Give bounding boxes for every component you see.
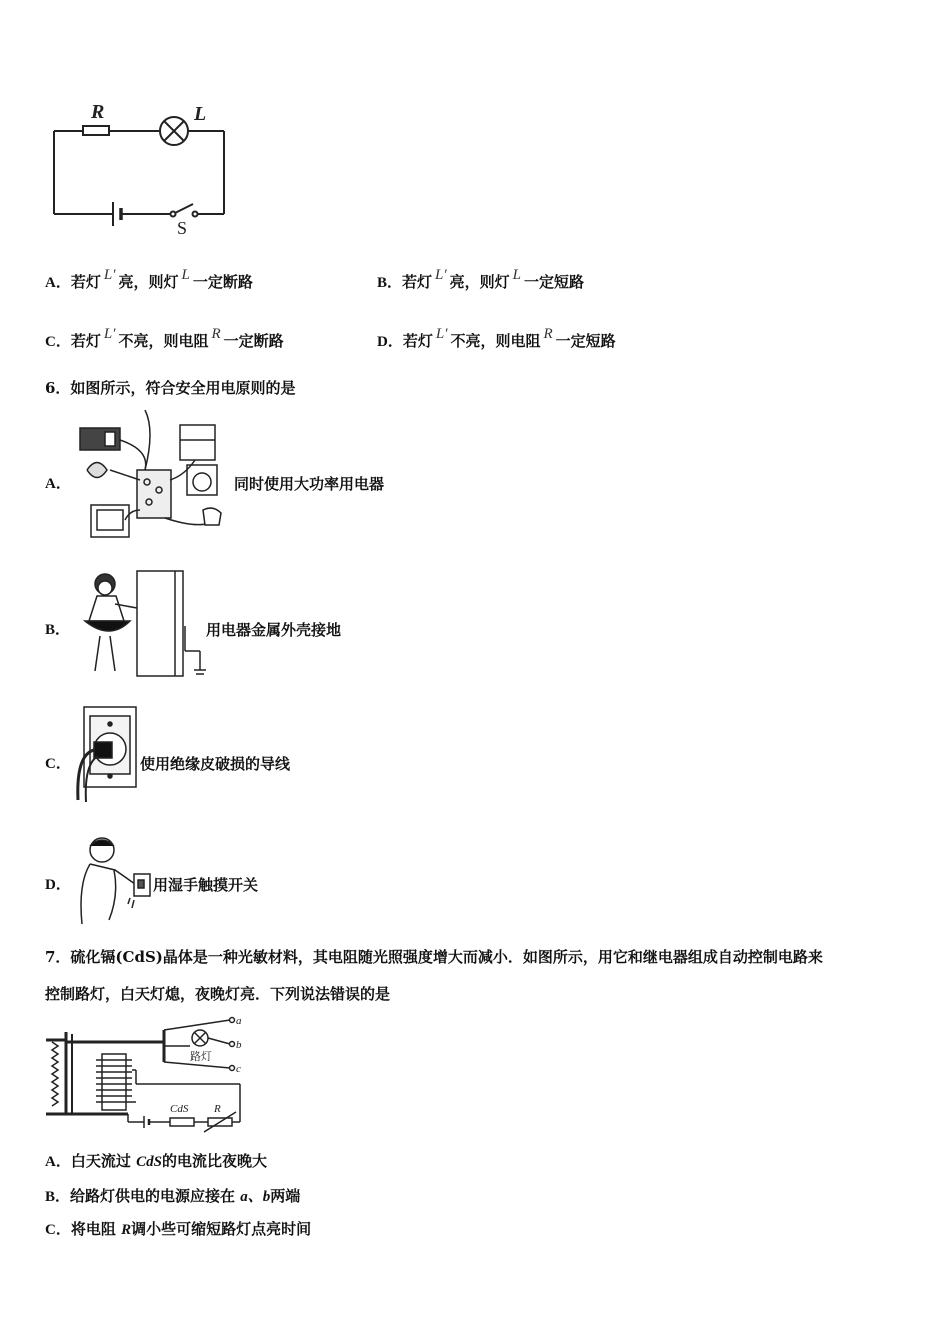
- q6-option-c-letter[interactable]: C．: [45, 756, 71, 772]
- q7-lamp-label: 路灯: [190, 1051, 212, 1063]
- q6-option-b-caption: 用电器金属外壳接地: [206, 621, 342, 639]
- q6-a-appliances-illustration: [75, 410, 235, 545]
- q6-option-a-letter[interactable]: A．: [45, 476, 71, 492]
- q6-stem: 6．如图所示，符合安全用电原则的是: [45, 379, 296, 397]
- q5-circuit-diagram: [45, 98, 245, 240]
- q7-r-label: R: [214, 1103, 221, 1115]
- q5-l-label: L: [194, 103, 207, 125]
- q7-stem-line-2: 控制路灯，白天灯熄，夜晚灯亮．下列说法错误的是: [45, 985, 391, 1003]
- q7-terminal-b: b: [236, 1039, 242, 1051]
- q6-b-grounding-illustration: [75, 566, 210, 681]
- q6-option-d-letter[interactable]: D．: [45, 877, 71, 893]
- q5-option-b[interactable]: B．若灯 L′ 亮，则灯 L 一定短路: [377, 267, 585, 291]
- q6-option-b-letter[interactable]: B．: [45, 622, 71, 638]
- q7-option-a[interactable]: A．白天流过 CdS的电流比夜晚大: [45, 1152, 267, 1170]
- q7-stem-line-1: 7．硫化镉(CdS)晶体是一种光敏材料，其电阻随光照强度增大而减小．如图所示，用它和继电器组成自动控制电路来: [45, 948, 823, 966]
- q5-option-c[interactable]: C．若灯 L′ 不亮，则电阻 R 一定断路: [45, 326, 284, 350]
- q5-option-a[interactable]: A．若灯 L′ 亮，则灯 L 一定断路: [45, 267, 253, 291]
- q6-d-wet-hand-switch-illustration: [72, 834, 154, 929]
- q7-terminal-a: a: [236, 1015, 242, 1027]
- q6-option-d-caption: 用湿手触摸开关: [153, 876, 259, 894]
- q6-option-a-caption: 同时使用大功率用电器: [234, 475, 385, 493]
- q7-cds-label: CdS: [170, 1103, 189, 1115]
- q7-terminal-c: c: [236, 1063, 241, 1075]
- q5-option-d[interactable]: D．若灯 L′ 不亮，则电阻 R 一定短路: [377, 326, 616, 350]
- q6-option-c-caption: 使用绝缘皮破损的导线: [140, 755, 291, 773]
- q7-relay-circuit-diagram: [44, 1012, 254, 1134]
- q5-s-label: S: [177, 218, 188, 238]
- q7-option-c[interactable]: C．将电阻 R调小些可缩短路灯点亮时间: [45, 1220, 312, 1238]
- q7-option-b[interactable]: B．给路灯供电的电源应接在 a、b两端: [45, 1187, 301, 1205]
- q5-r-label: R: [91, 101, 105, 123]
- q6-c-damaged-wire-illustration: [70, 704, 140, 804]
